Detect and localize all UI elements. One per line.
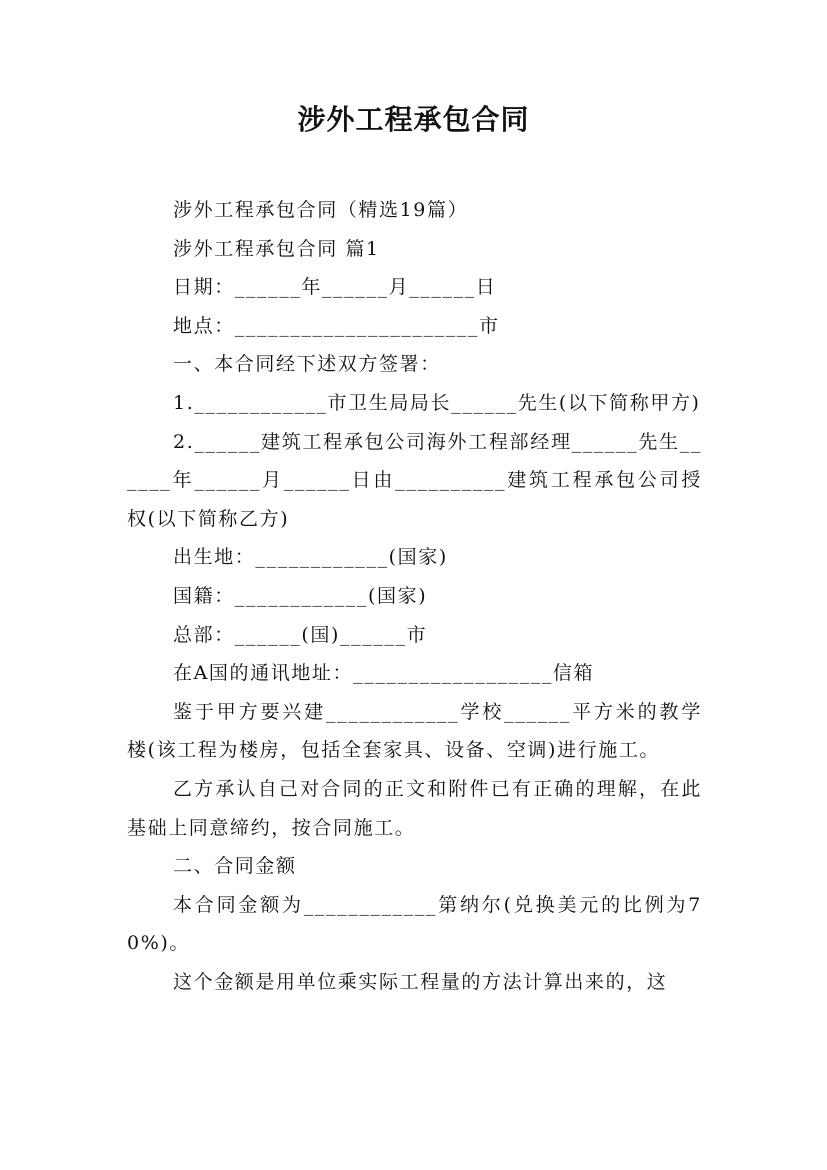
paragraph-party-a: 1.____________市卫生局局长______先生(以下简称甲方) xyxy=(173,391,701,414)
paragraph-nationality: 国籍：____________(国家) xyxy=(173,584,428,607)
paragraph-party-b: 2.______建筑工程承包公司海外工程部经理______先生______年______月______日由__________建筑工程承包公司授权(以下简称乙方) xyxy=(127,430,702,530)
paragraph-subtitle: 涉外工程承包合同（精选19篇） xyxy=(173,199,469,221)
paragraph-location: 地点：______________________市 xyxy=(173,314,500,337)
paragraph-birthplace: 出生地：____________(国家) xyxy=(173,546,448,569)
paragraph-amount: 本合同金额为____________第纳尔(兑换美元的比例为70%)。 xyxy=(127,893,702,955)
paragraph-calculation: 这个金额是用单位乘实际工程量的方法计算出来的，这 xyxy=(173,970,668,993)
paragraph-section-heading: 涉外工程承包合同 篇1 xyxy=(173,237,380,260)
paragraph-clause-two: 二、合同金额 xyxy=(173,855,297,878)
paragraph-date: 日期：______年______月______日 xyxy=(173,276,497,299)
paragraph-construction: 鉴于甲方要兴建____________学校______平方米的教学楼(该工程为楼房，包括全套家具、设备、空调)进行施工。 xyxy=(127,700,702,762)
paragraph-acknowledgement: 乙方承认自己对合同的正文和附件已有正确的理解，在此基础上同意缔约，按合同施工。 xyxy=(127,777,702,839)
document-title: 涉外工程承包合同 xyxy=(297,103,530,136)
paragraph-headquarters: 总部：______(国)______市 xyxy=(173,623,428,646)
document-body xyxy=(127,191,702,1001)
paragraph-address: 在A国的通讯地址：__________________信箱 xyxy=(173,662,595,685)
paragraph-clause-one: 一、本合同经下述双方签署： xyxy=(173,353,441,376)
